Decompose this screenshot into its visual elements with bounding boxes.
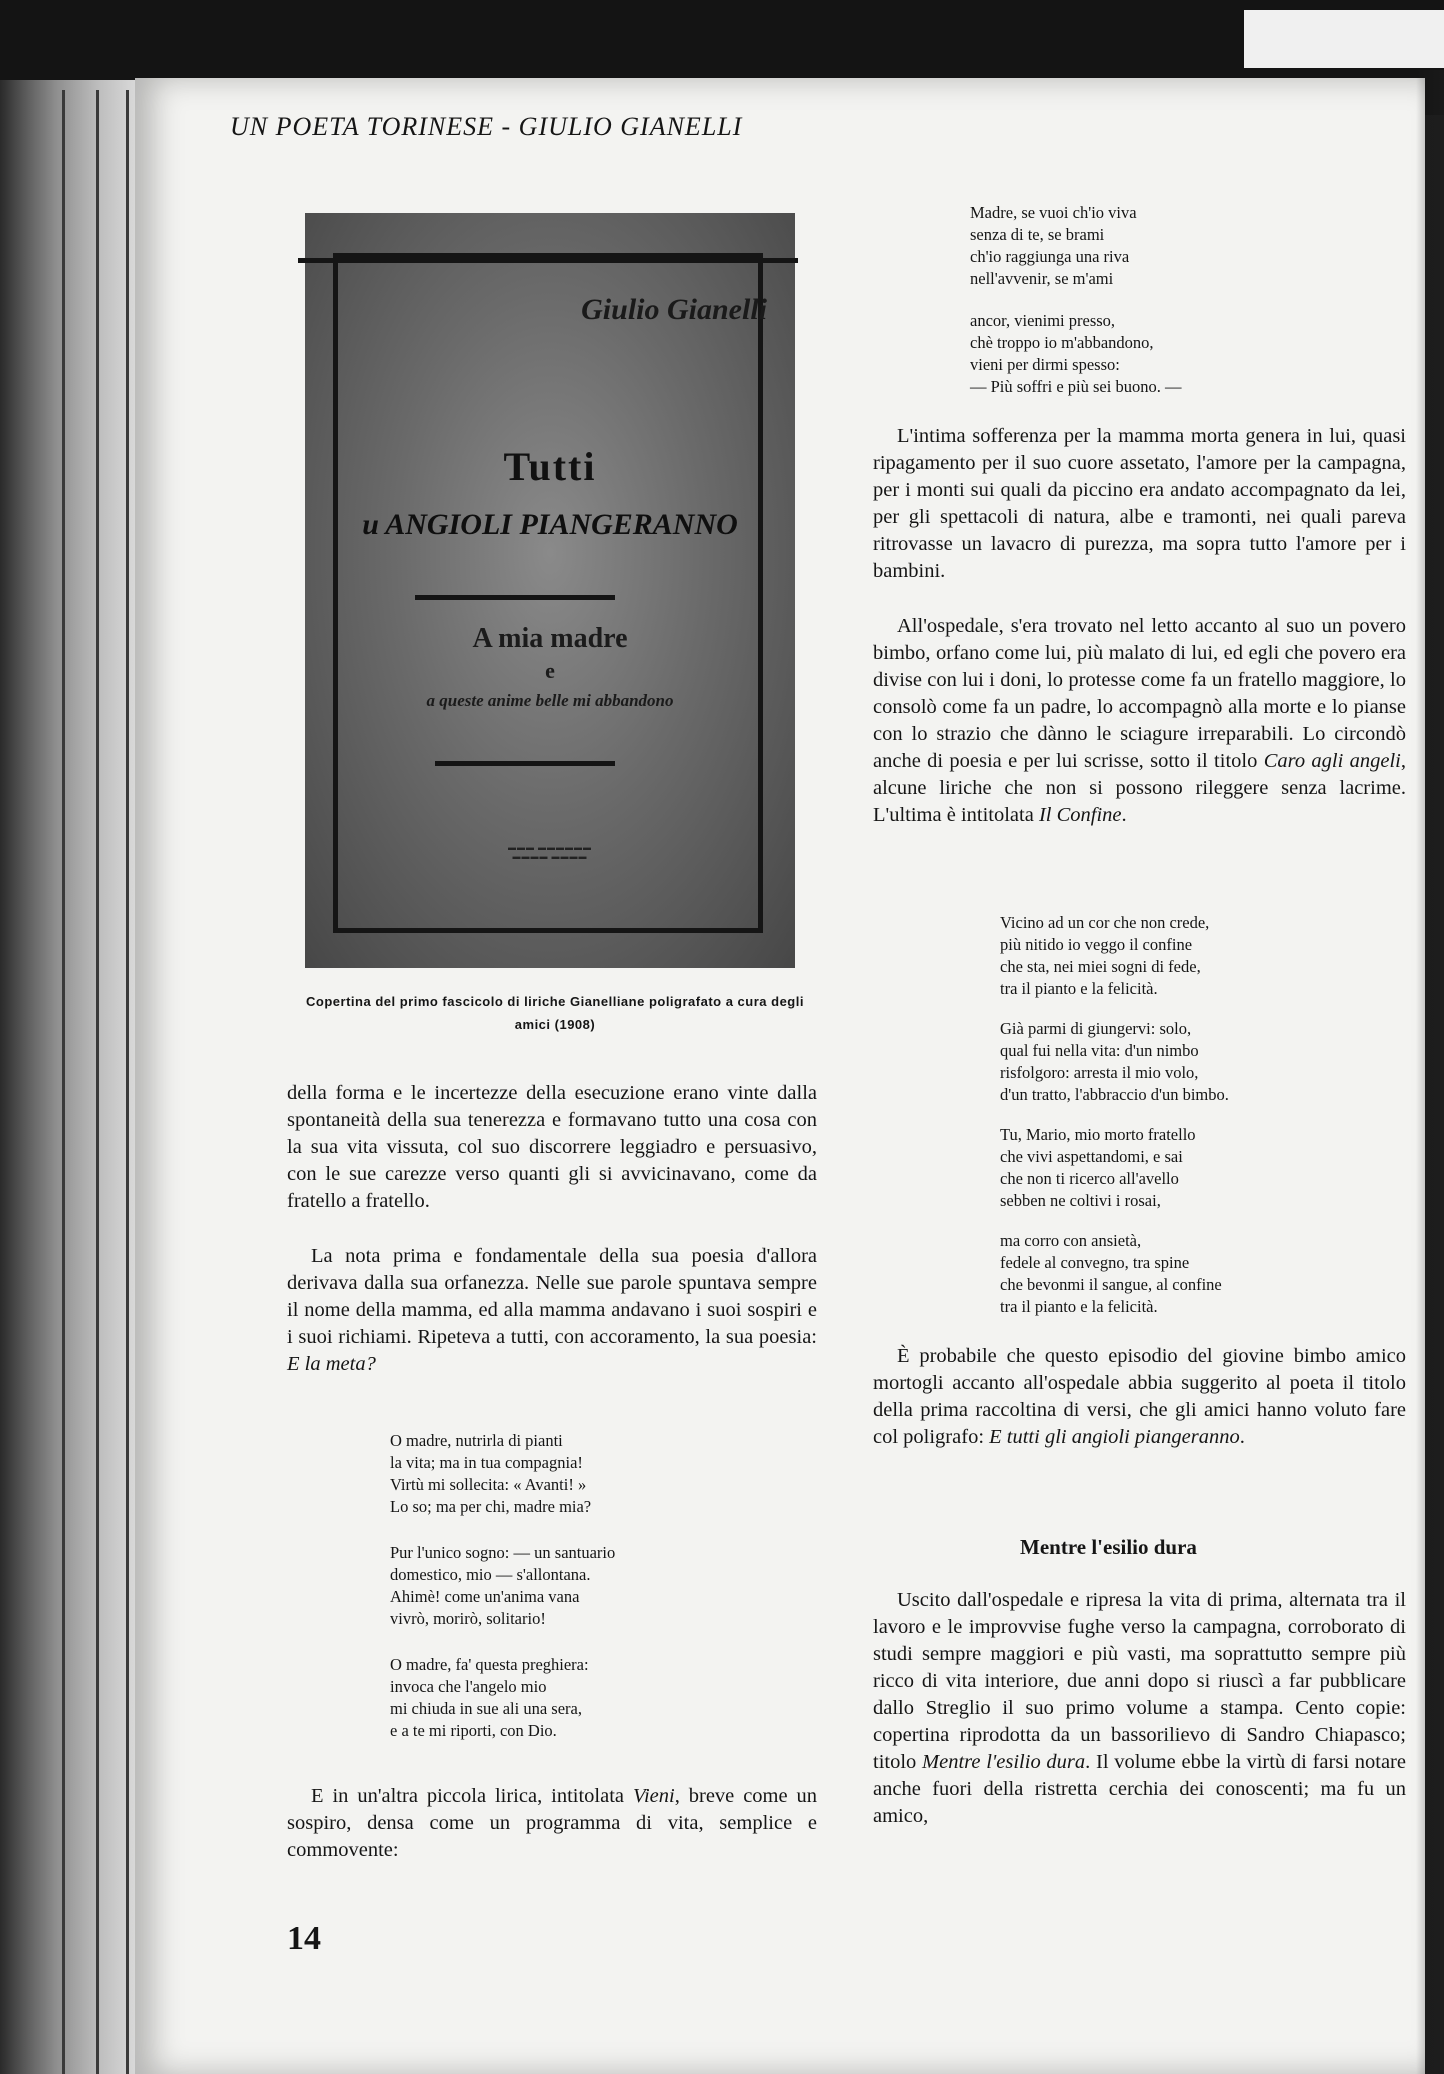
poem-stanza: O madre, fa' questa preghiera: invoca che l'angelo mio mi chiuda in sue ali una sera, e a te mi riporti, con Dio. — [390, 1655, 589, 1740]
book-binding — [0, 80, 140, 2074]
left-paragraph-3 — [287, 1783, 817, 1864]
left-paragraph-1: della forma e le incertezze della esecuzione erano vinte dalla spontaneità della sua tenerezza e formavano tutto una cosa con la sua vita vissuta, col suo discorrere leggiadro e persuasivo, con le sue carezze verso quanti gli si avvicinavano, come da fratello a fratello. — [287, 1082, 817, 1212]
paragraph-text: La nota prima e fondamentale della sua poesia d'allora derivava dalla sua orfanezza. Nelle sue parole spuntava sempre il nome della mamma, ed alla mamma andavano i suoi sospiri e i suoi richiami. Ripeteva a tutti, con accoramento, la sua poesia: — [287, 1245, 817, 1348]
right-paragraph-3: È probabile che questo episodio del giovine bimbo amico mortogli accanto all'ospedale abbia suggerito al poeta il titolo della prima raccoltina di versi, che gli amici hanno voluto fare col poligrafo: E tutti gli angioli piangeranno. — [873, 1345, 1406, 1448]
book-cover-photo — [305, 213, 795, 968]
binding-edge-line — [62, 90, 65, 2074]
paragraph-text: E in un'altra piccola lirica, intitolata — [311, 1785, 624, 1807]
binding-edge-line — [126, 90, 129, 2074]
paragraph-text: All'ospedale, s'era trovato nel letto accanto al suo un povero bimbo, orfano come lui, più malato di lui, ed egli che povero era divise con lui i doni, lo protesse come fa un fratello maggiore, lo consolò come fa un padre, lo accompagnò alla morte e lo pianse con lo strazio che dànno le sciagure irreparabili. Lo circondò anche di poesia e per lui scrisse, sotto il titolo — [873, 615, 1406, 772]
running-head: UN POETA TORINESE - GIULIO GIANELLI — [230, 112, 743, 141]
paragraph-text: . Il volume ebbe la virtù di farsi notare anche fuori della ristretta cerchia dei conoscenti; ma fu un amico, — [873, 1751, 1406, 1827]
right-paragraph-4 — [873, 1587, 1406, 1830]
poem-title-caro-agli-angeli: Caro agli angeli — [1263, 750, 1401, 772]
page-number: 14 — [287, 1920, 321, 1957]
poem-title-vieni: Vieni — [632, 1785, 675, 1807]
cover-title-line1: Tutti — [503, 444, 597, 489]
cover-frame — [333, 253, 763, 933]
poem-stanza: ancor, vienimi presso, chè troppo io m'abbandono, vieni per dirmi spesso: — Più soffri e più sei buono. — — [970, 311, 1182, 396]
paragraph-text: È probabile che questo episodio del giovine bimbo amico mortogli accanto all'ospedale abbia suggerito al poeta il titolo della prima raccoltina di versi, che gli amici hanno voluto fare col poligrafo: — [873, 1345, 1406, 1448]
cover-subtitle: a queste anime belle mi abbandono — [426, 691, 674, 710]
poem-title-il-confine: Il Confine — [1038, 804, 1122, 826]
poem-stanza: Pur l'unico sogno: — un santuario domestico, mio — s'allontana. Ahimè! come un'anima vana vivrò, morirò, solitario! — [390, 1543, 616, 1628]
section-heading: Mentre l'esilio dura — [1020, 1535, 1197, 1559]
right-paragraph-2: All'ospedale, s'era trovato nel letto accanto al suo un povero bimbo, orfano come lui, più malato di lui, ed egli che povero era divise con lui i doni, lo protesse come fa un fratello maggiore, lo consolò come fa un padre, lo accompagnò alla morte e lo pianse con lo strazio che dànno le sciagure irreparabili. Lo circondò anche di poesia e per lui scrisse, sotto il titolo Caro agli angeli, alcune liriche che non si possono rileggere senza lacrime. L'ultima è intitolata Il Confine. — [873, 615, 1406, 826]
collection-title: E tutti gli angioli piangeranno — [989, 1426, 1240, 1448]
page-edge-shadow — [1416, 70, 1444, 2074]
poem-stanza: Madre, se vuoi ch'io viva senza di te, se brami ch'io raggiunga una riva nell'avvenir, se m'ami — [970, 203, 1137, 288]
paragraph-text: Uscito dall'ospedale e ripresa la vita di prima, alternata tra il lavoro e le improvvise fughe verso la campagna, corroborato di studi sempre maggiori e più vasti, ma soprattutto sempre più ricco di vita interiore, due anni dopo si riuscì a far pubblicare dallo Streglio il suo primo volume a stampa. Cento copie: copertina riprodotta da un bassorilievo di Sandro Chiapasco; titolo — [873, 1589, 1406, 1773]
poem-stanza: Già parmi di giungervi: solo, qual fui nella vita: d'un nimbo risfolgoro: arresta il mio volo, d'un tratto, l'abbraccio d'un bimbo. — [1000, 1019, 1229, 1104]
cover-author: Giulio Gianelli — [581, 293, 767, 326]
cover-small-print: ▬▬▬ ▬▬▬▬▬▬ ▬▬▬▬ ▬▬▬▬ — [508, 843, 592, 861]
paragraph-text: , breve come un sospiro, densa come un programma di vita, semplice e commovente: — [287, 1785, 818, 1861]
cover-rule — [415, 595, 615, 600]
scan-corner-paper — [1244, 10, 1444, 68]
book-title: Mentre l'esilio dura — [922, 1751, 1086, 1773]
paragraph-text: , alcune liriche che non si possono rileggere senza lacrime. L'ultima è intitolata — [873, 750, 1406, 826]
poem-stanza: O madre, nutrirla di pianti la vita; ma in tua compagnia! Virtù mi sollecita: « Avanti! » Lo so; ma per chi, madre mia? — [390, 1431, 592, 1516]
binding-edge-line — [96, 90, 99, 2074]
right-paragraph-1: L'intima sofferenza per la mamma morta genera in lui, quasi ripagamento per il suo cuore assetato, l'amore per la campagna, per i monti sui quali da piccino era andato accompagnato da lei, per gli spettacoli di natura, albe e tramonti, nei quali pareva ritrovasse un lavacro di purezza, ma sopra tutto l'amore per i bambini. — [873, 425, 1406, 582]
poem-stanza: Tu, Mario, mio morto fratello che vivi aspettandomi, e sai che non ti ricerco all'avello sebben ne coltivi i rosai, — [1000, 1125, 1196, 1210]
figure-caption: Copertina del primo fascicolo di liriche Gianelliane poligrafato a cura degli amici (1908) — [306, 994, 804, 1032]
cover-rule — [435, 761, 615, 766]
cover-ampersand: e — [545, 658, 555, 683]
cover-title-line2: u ANGIOLI PIANGERANNO — [362, 508, 738, 541]
cover-dedication: A mia madre — [472, 623, 628, 654]
left-paragraph-2 — [287, 1243, 817, 1378]
poem-stanza: ma corro con ansietà, fedele al convegno, tra spine che bevonmi il sangue, al confine tra il pianto e la felicità. — [1000, 1231, 1222, 1316]
poem-title-e-la-meta: E la meta? — [287, 1353, 376, 1375]
poem-stanza: Vicino ad un cor che non crede, più nitido io veggo il confine che sta, nei miei sogni di fede, tra il pianto e la felicità. — [1000, 913, 1210, 998]
